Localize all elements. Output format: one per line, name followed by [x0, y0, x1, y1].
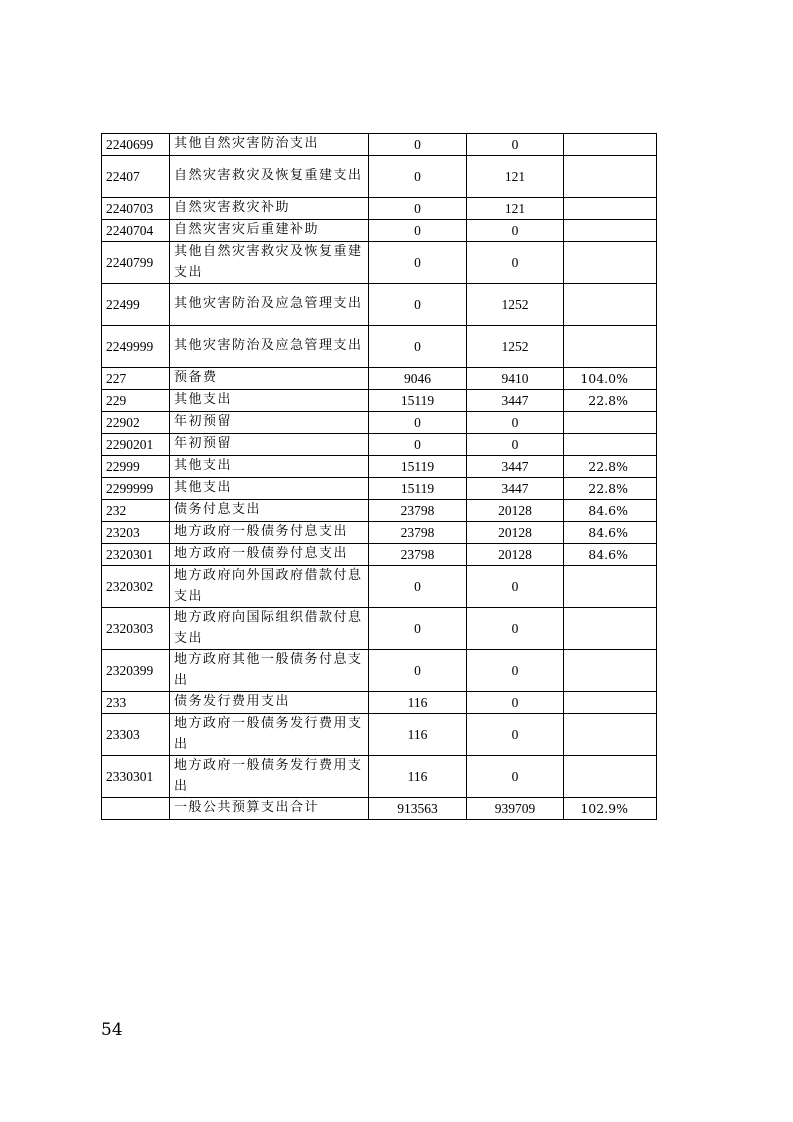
table-row — [102, 714, 657, 756]
page-number: 54 — [101, 1020, 123, 1040]
budget-expenditure-table — [101, 133, 657, 820]
account-code: 2320303 — [102, 608, 170, 650]
ratio-value: 22.8% — [564, 456, 657, 478]
actual-value: 939709 — [467, 798, 564, 820]
budget-value: 23798 — [369, 544, 467, 566]
account-name: 其他灾害防治及应急管理支出 — [170, 284, 369, 326]
budget-value: 23798 — [369, 522, 467, 544]
table-row — [102, 756, 657, 798]
table-row — [102, 284, 657, 326]
account-name: 地方政府向外国政府借款付息支出 — [170, 566, 369, 608]
budget-value: 23798 — [369, 500, 467, 522]
account-code: 229 — [102, 390, 170, 412]
account-code: 2330301 — [102, 756, 170, 798]
account-name: 其他支出 — [170, 478, 369, 500]
account-code: 22902 — [102, 412, 170, 434]
account-name: 地方政府向国际组织借款付息支出 — [170, 608, 369, 650]
actual-value: 1252 — [467, 284, 564, 326]
account-code: 2240704 — [102, 220, 170, 242]
ratio-value — [564, 714, 657, 756]
table-row — [102, 500, 657, 522]
actual-value: 3447 — [467, 456, 564, 478]
account-name: 债务发行费用支出 — [170, 692, 369, 714]
budget-value: 116 — [369, 692, 467, 714]
table-row — [102, 134, 657, 156]
actual-value: 9410 — [467, 368, 564, 390]
ratio-value — [564, 434, 657, 456]
budget-value: 0 — [369, 566, 467, 608]
actual-value: 0 — [467, 434, 564, 456]
budget-value: 15119 — [369, 478, 467, 500]
account-code: 2320302 — [102, 566, 170, 608]
ratio-value — [564, 756, 657, 798]
actual-value: 0 — [467, 756, 564, 798]
account-code: 22999 — [102, 456, 170, 478]
table-row — [102, 198, 657, 220]
account-name: 地方政府一般债务付息支出 — [170, 522, 369, 544]
actual-value: 0 — [467, 412, 564, 434]
ratio-value — [564, 326, 657, 368]
table-row — [102, 456, 657, 478]
budget-value: 9046 — [369, 368, 467, 390]
budget-value: 0 — [369, 284, 467, 326]
table-row — [102, 522, 657, 544]
account-name: 自然灾害救灾及恢复重建支出 — [170, 156, 369, 198]
actual-value: 20128 — [467, 522, 564, 544]
budget-value: 0 — [369, 198, 467, 220]
ratio-value — [564, 242, 657, 284]
account-name: 债务付息支出 — [170, 500, 369, 522]
account-code: 22407 — [102, 156, 170, 198]
budget-value: 0 — [369, 326, 467, 368]
budget-value: 913563 — [369, 798, 467, 820]
actual-value: 121 — [467, 156, 564, 198]
account-code: 2240699 — [102, 134, 170, 156]
account-name: 自然灾害救灾补助 — [170, 198, 369, 220]
budget-value: 15119 — [369, 456, 467, 478]
budget-value: 0 — [369, 220, 467, 242]
actual-value: 0 — [467, 242, 564, 284]
account-name: 其他支出 — [170, 456, 369, 478]
ratio-value — [564, 692, 657, 714]
ratio-value — [564, 198, 657, 220]
ratio-value: 84.6% — [564, 544, 657, 566]
account-code: 2290201 — [102, 434, 170, 456]
account-name: 地方政府一般债务发行费用支出 — [170, 756, 369, 798]
budget-value: 116 — [369, 756, 467, 798]
ratio-value — [564, 608, 657, 650]
actual-value: 0 — [467, 566, 564, 608]
table-row — [102, 390, 657, 412]
account-code: 227 — [102, 368, 170, 390]
ratio-value — [564, 134, 657, 156]
table-row — [102, 412, 657, 434]
account-code: 232 — [102, 500, 170, 522]
account-code — [102, 798, 170, 820]
ratio-value — [564, 566, 657, 608]
budget-value: 0 — [369, 134, 467, 156]
account-code: 233 — [102, 692, 170, 714]
ratio-value — [564, 412, 657, 434]
budget-value: 0 — [369, 650, 467, 692]
table-row — [102, 544, 657, 566]
table-row — [102, 434, 657, 456]
account-code: 2240799 — [102, 242, 170, 284]
table-row — [102, 478, 657, 500]
table-row — [102, 650, 657, 692]
ratio-value — [564, 284, 657, 326]
account-code: 23303 — [102, 714, 170, 756]
table-row — [102, 220, 657, 242]
ratio-value: 22.8% — [564, 390, 657, 412]
actual-value: 0 — [467, 608, 564, 650]
total-row — [102, 798, 657, 820]
actual-value: 0 — [467, 692, 564, 714]
account-name: 自然灾害灾后重建补助 — [170, 220, 369, 242]
budget-value: 0 — [369, 608, 467, 650]
actual-value: 0 — [467, 650, 564, 692]
ratio-value: 84.6% — [564, 500, 657, 522]
actual-value: 1252 — [467, 326, 564, 368]
actual-value: 20128 — [467, 544, 564, 566]
account-name: 其他自然灾害救灾及恢复重建支出 — [170, 242, 369, 284]
account-code: 22499 — [102, 284, 170, 326]
account-name: 年初预留 — [170, 434, 369, 456]
account-code: 23203 — [102, 522, 170, 544]
actual-value: 20128 — [467, 500, 564, 522]
budget-value: 116 — [369, 714, 467, 756]
budget-value: 0 — [369, 156, 467, 198]
account-code: 2320301 — [102, 544, 170, 566]
ratio-value — [564, 156, 657, 198]
table-body — [102, 134, 657, 820]
actual-value: 0 — [467, 134, 564, 156]
budget-value: 0 — [369, 242, 467, 284]
ratio-value — [564, 220, 657, 242]
table-row — [102, 368, 657, 390]
actual-value: 0 — [467, 714, 564, 756]
budget-value: 0 — [369, 434, 467, 456]
account-code: 2240703 — [102, 198, 170, 220]
account-name: 地方政府一般债务发行费用支出 — [170, 714, 369, 756]
ratio-value: 84.6% — [564, 522, 657, 544]
actual-value: 3447 — [467, 390, 564, 412]
account-name: 其他支出 — [170, 390, 369, 412]
table-row — [102, 566, 657, 608]
ratio-value — [564, 650, 657, 692]
table-row — [102, 692, 657, 714]
account-name: 其他自然灾害防治支出 — [170, 134, 369, 156]
table-row — [102, 608, 657, 650]
ratio-value: 102.9% — [564, 798, 657, 820]
budget-value: 0 — [369, 412, 467, 434]
table-row — [102, 242, 657, 284]
account-name: 其他灾害防治及应急管理支出 — [170, 326, 369, 368]
account-code: 2249999 — [102, 326, 170, 368]
actual-value: 0 — [467, 220, 564, 242]
account-code: 2320399 — [102, 650, 170, 692]
budget-value: 15119 — [369, 390, 467, 412]
account-name: 年初预留 — [170, 412, 369, 434]
account-name: 地方政府一般债券付息支出 — [170, 544, 369, 566]
account-code: 2299999 — [102, 478, 170, 500]
table-row — [102, 156, 657, 198]
account-name: 预备费 — [170, 368, 369, 390]
account-name: 一般公共预算支出合计 — [170, 798, 369, 820]
ratio-value: 22.8% — [564, 478, 657, 500]
account-name: 地方政府其他一般债务付息支出 — [170, 650, 369, 692]
actual-value: 3447 — [467, 478, 564, 500]
table-row — [102, 326, 657, 368]
actual-value: 121 — [467, 198, 564, 220]
ratio-value: 104.0% — [564, 368, 657, 390]
